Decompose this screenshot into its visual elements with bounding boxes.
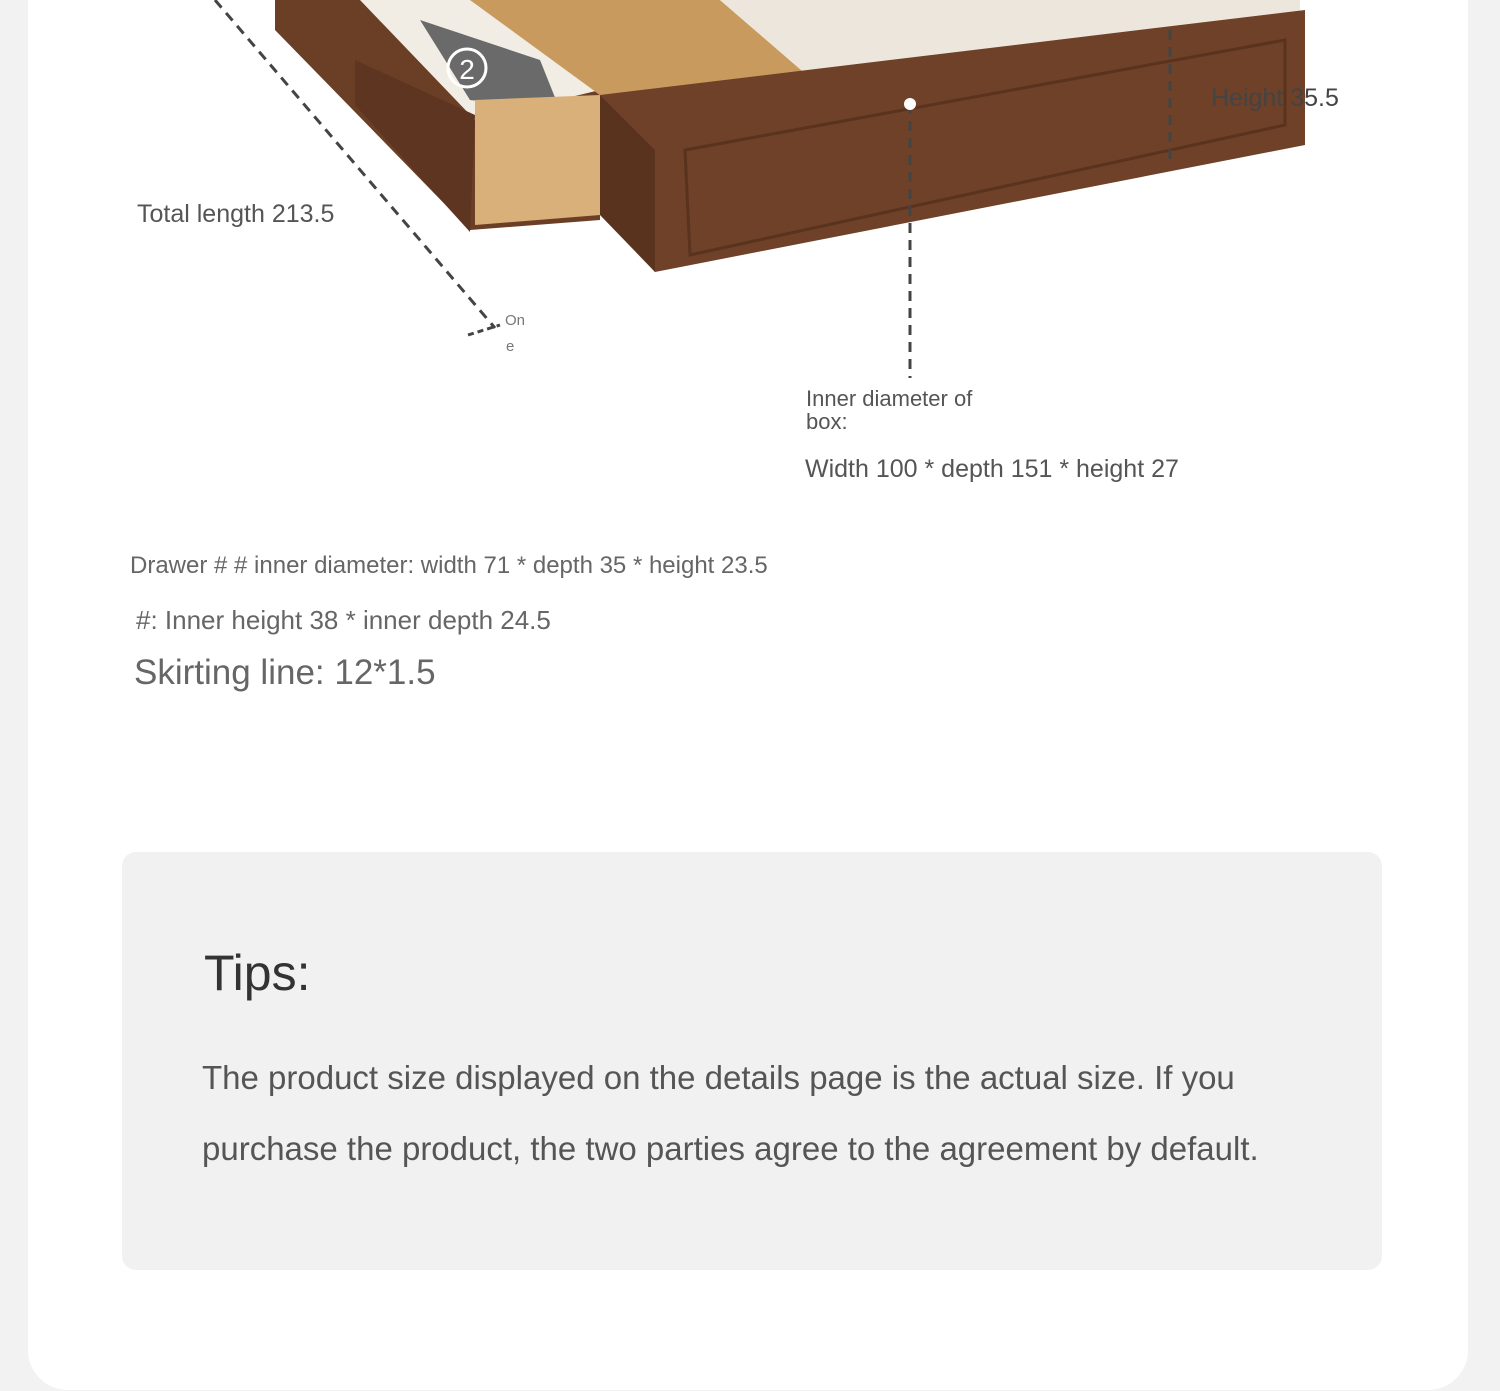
height-label: Height 35.5 bbox=[1211, 84, 1339, 112]
one-label-1: On bbox=[505, 312, 526, 329]
one-label-2: e bbox=[506, 338, 515, 355]
tips-box bbox=[122, 852, 1382, 1270]
inner-box-title-1: Inner diameter of bbox=[806, 386, 973, 411]
drawer-number: 2 bbox=[459, 54, 475, 85]
drawer-inner-wood bbox=[475, 95, 600, 225]
tips-title: Tips: bbox=[204, 945, 311, 1001]
inner-spec: #: Inner height 38 * inner depth 24.5 bbox=[136, 605, 551, 635]
skirting-spec: Skirting line: 12*1.5 bbox=[134, 653, 436, 692]
drawer-spec: Drawer # # inner diameter: width 71 * depth 35 * height 23.5 bbox=[130, 552, 768, 579]
marker-dot bbox=[904, 98, 916, 110]
bed-illustration bbox=[0, 0, 1500, 500]
inner-box-dims: Width 100 * depth 151 * height 27 bbox=[805, 455, 1179, 483]
inner-box-title-2: box: bbox=[806, 409, 848, 434]
total-length-label: Total length 213.5 bbox=[137, 200, 335, 228]
tips-body: The product size displayed on the details page is the actual size. If you purchase the product, the two parties agree to the agreement by default. bbox=[202, 1059, 1259, 1167]
